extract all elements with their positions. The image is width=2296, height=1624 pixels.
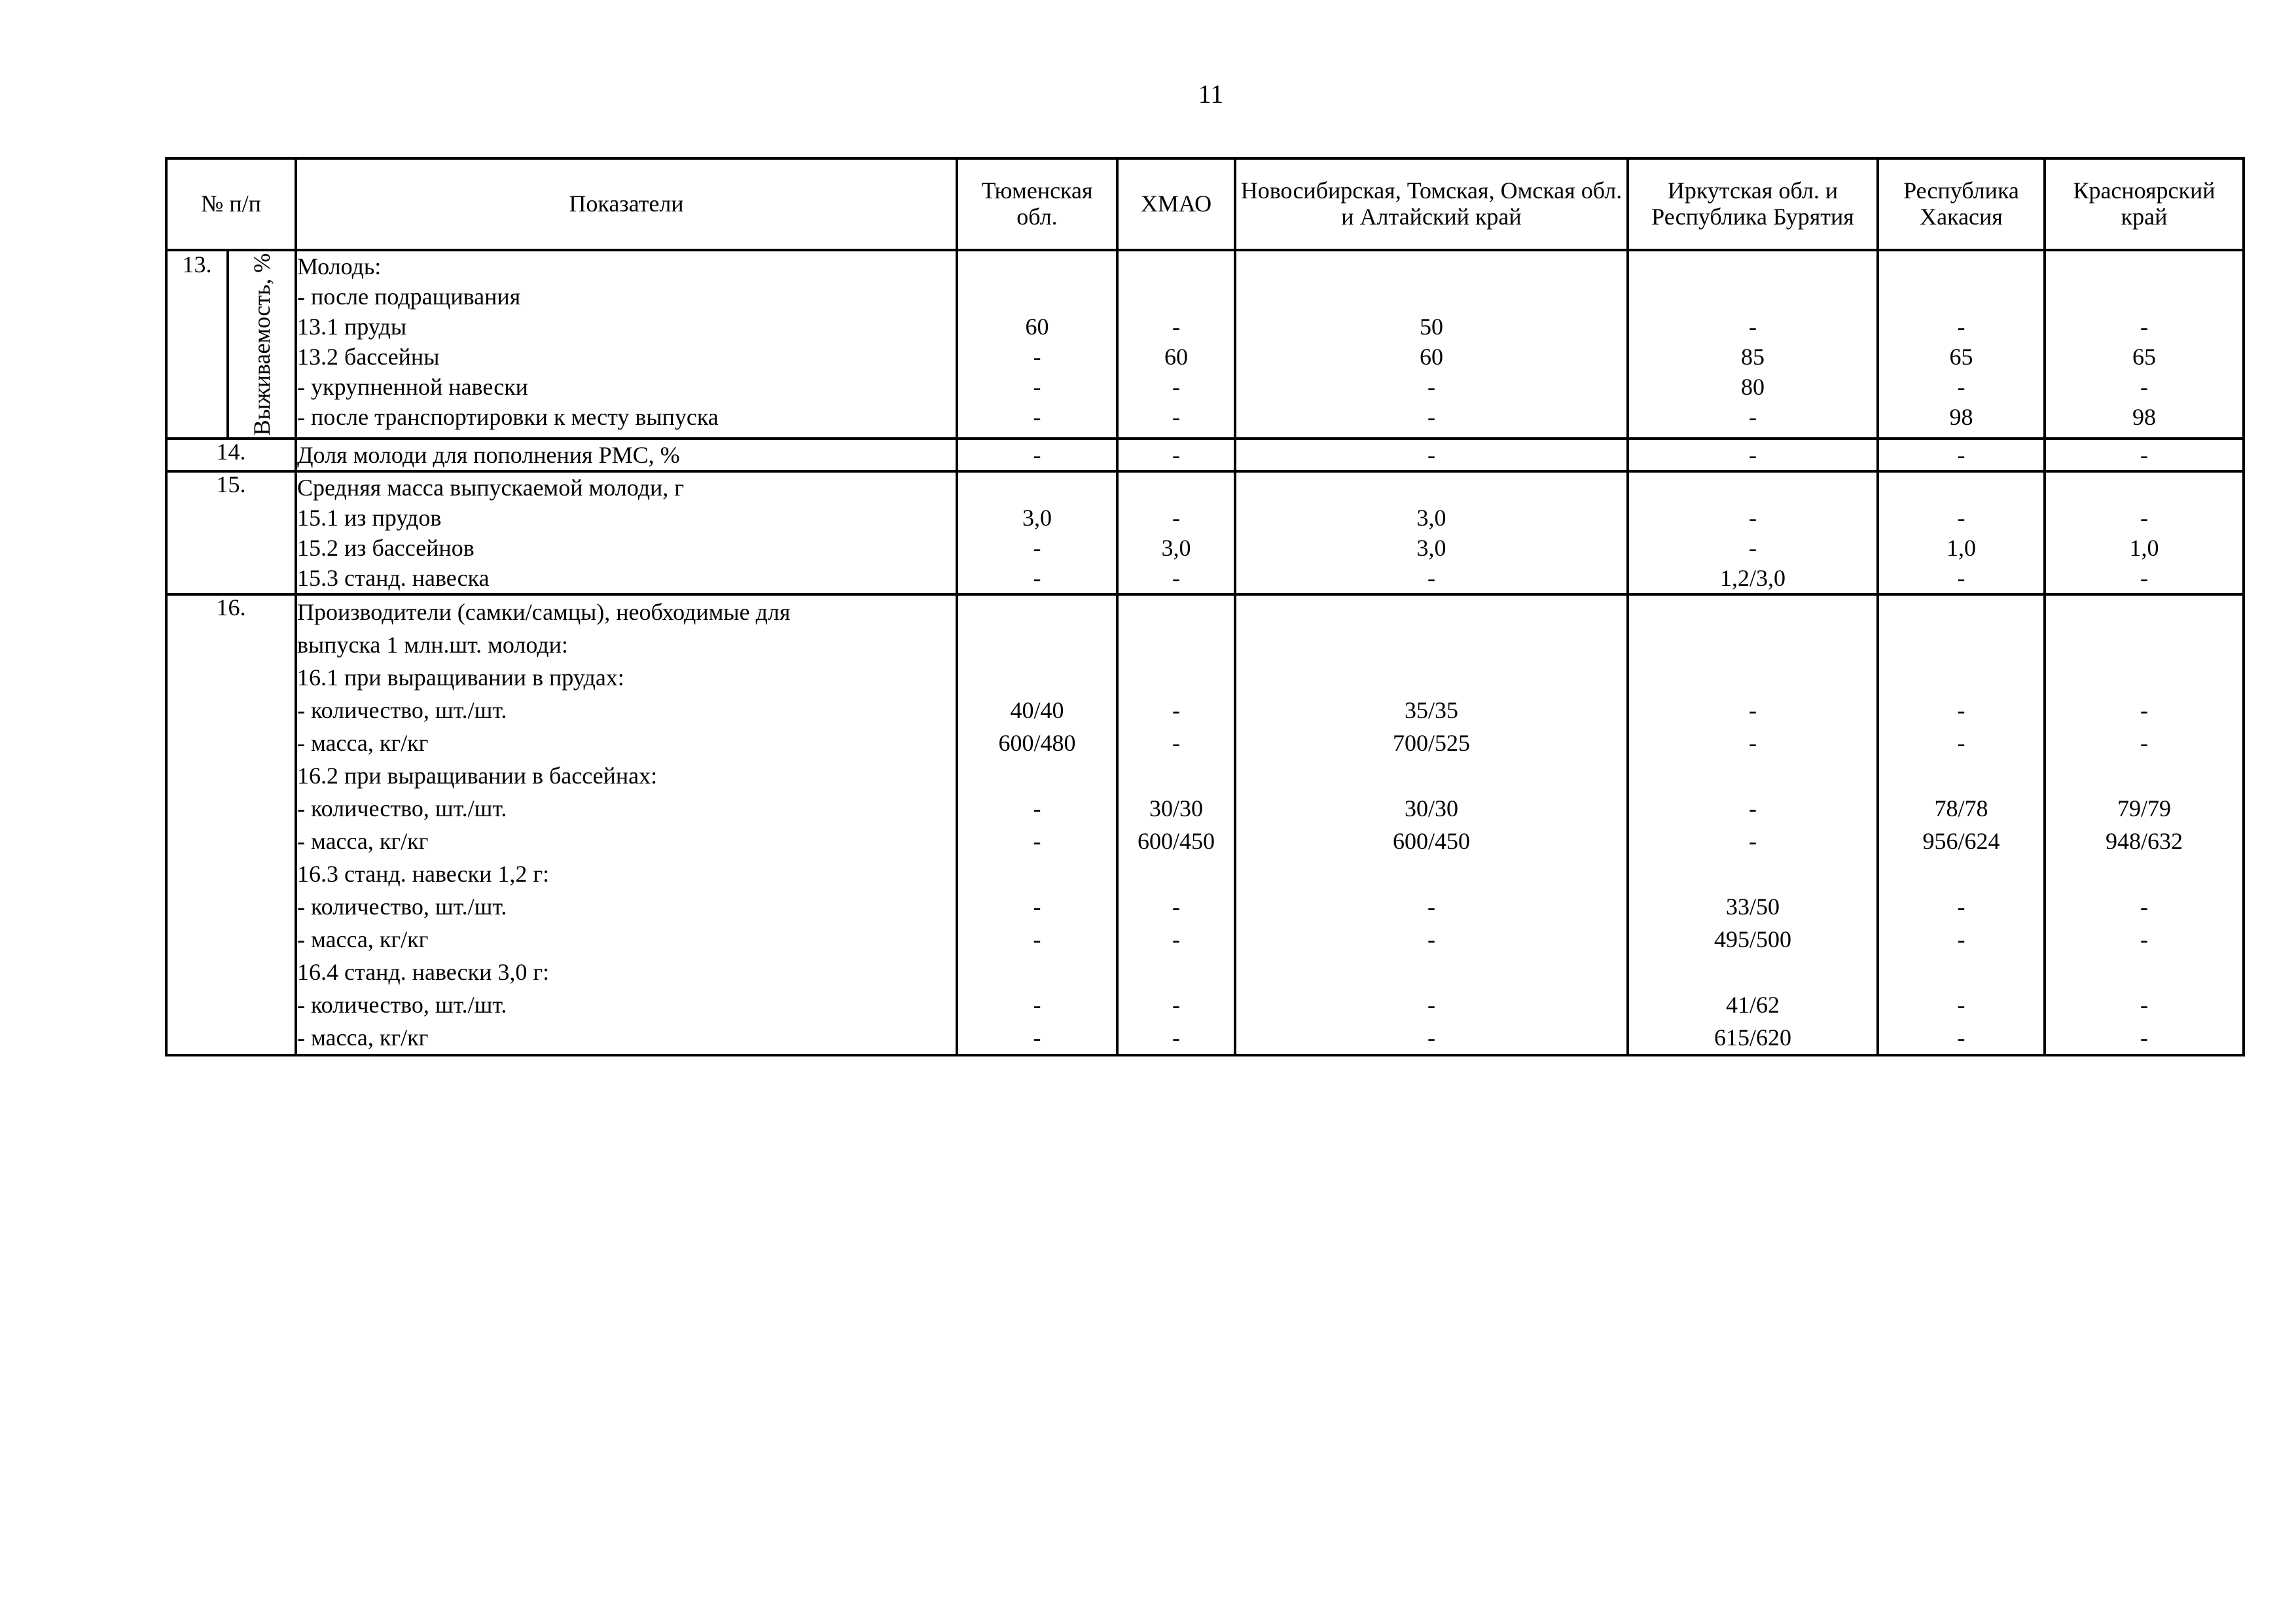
value-line: 600/480 bbox=[998, 730, 1076, 756]
row-13-side-label-box bbox=[226, 251, 295, 437]
header-tyumen: Тюменская обл. bbox=[957, 158, 1117, 250]
indicator-line: 15.3 станд. навеска bbox=[297, 565, 490, 591]
value-line: 40/40 bbox=[1010, 697, 1064, 723]
value-line: - bbox=[2140, 442, 2148, 468]
indicator-line: - масса, кг/кг bbox=[297, 828, 429, 854]
value-line: 79/79 bbox=[2117, 795, 2171, 821]
row-13-num-cell bbox=[166, 250, 296, 439]
indicator-line: 16.3 станд. навески 1,2 г: bbox=[297, 861, 550, 887]
value-line: - bbox=[1172, 992, 1180, 1018]
value-line: - bbox=[1957, 730, 1965, 756]
value-line: - bbox=[1033, 404, 1041, 430]
row-15-labels bbox=[296, 471, 957, 594]
value-line bbox=[1629, 956, 1876, 988]
header-hmao: ХМАО bbox=[1117, 158, 1235, 250]
value-line bbox=[2046, 596, 2242, 628]
value-line bbox=[958, 281, 1116, 312]
value-line bbox=[1236, 628, 1626, 661]
indicator-line: - после транспортировки к месту выпуска bbox=[297, 404, 719, 430]
value-line: - bbox=[1172, 926, 1180, 952]
value-line bbox=[2046, 473, 2242, 503]
table-row-14 bbox=[166, 439, 2244, 471]
value-line bbox=[1629, 596, 1876, 628]
value-line bbox=[958, 251, 1116, 281]
value-line bbox=[1236, 857, 1626, 890]
value-line bbox=[1119, 251, 1234, 281]
value-line: - bbox=[1033, 442, 1041, 468]
header-krasnoyarsk: Красноярский край bbox=[2045, 158, 2244, 250]
value-line: - bbox=[1033, 992, 1041, 1018]
row-16-hmao bbox=[1117, 594, 1235, 1055]
value-line: - bbox=[1749, 505, 1757, 531]
value-line: - bbox=[1172, 314, 1180, 340]
page-number: 11 bbox=[1198, 79, 1224, 109]
value-line: - bbox=[2140, 374, 2148, 400]
value-line: - bbox=[1427, 404, 1435, 430]
value-line bbox=[1119, 628, 1234, 661]
row-14-novosib bbox=[1235, 439, 1628, 471]
row-13-krasnoyarsk bbox=[2045, 250, 2244, 439]
value-line: - bbox=[1172, 374, 1180, 400]
value-line: - bbox=[1957, 505, 1965, 531]
value-line: - bbox=[1749, 535, 1757, 561]
indicator-line: Молодь: bbox=[297, 253, 382, 280]
row-13-tyumen bbox=[957, 250, 1117, 439]
value-line: - bbox=[1427, 992, 1435, 1018]
indicator-line: Доля молоди для пополнения РМС, % bbox=[297, 442, 680, 468]
value-line: - bbox=[1427, 893, 1435, 920]
value-line: 60 bbox=[1025, 314, 1049, 340]
indicator-line: - масса, кг/кг bbox=[297, 926, 429, 952]
header-khakasia: Республика Хакасия bbox=[1878, 158, 2045, 250]
row-14-tyumen bbox=[957, 439, 1117, 471]
value-line bbox=[1879, 281, 2043, 312]
value-line bbox=[1119, 596, 1234, 628]
row-14-hmao bbox=[1117, 439, 1235, 471]
row-16-krasnoyarsk bbox=[2045, 594, 2244, 1055]
value-line: - bbox=[1172, 697, 1180, 723]
value-line: 65 bbox=[2132, 344, 2156, 370]
value-line: - bbox=[1749, 795, 1757, 821]
value-line: - bbox=[1957, 697, 1965, 723]
value-line: - bbox=[1749, 442, 1757, 468]
value-line bbox=[1119, 473, 1234, 503]
value-line: 1,0 bbox=[2129, 535, 2159, 561]
value-line: - bbox=[1172, 565, 1180, 591]
value-line: 98 bbox=[1949, 404, 1973, 430]
value-line bbox=[958, 628, 1116, 661]
value-line bbox=[958, 473, 1116, 503]
value-line: - bbox=[1427, 1024, 1435, 1051]
value-line: - bbox=[1957, 1024, 1965, 1051]
header-novosib: Новосибирская, Томская, Омская обл. и Алтайский край bbox=[1235, 158, 1628, 250]
value-line bbox=[1879, 596, 2043, 628]
value-line: 1,0 bbox=[1946, 535, 1976, 561]
value-line: - bbox=[1957, 442, 1965, 468]
row-13-num: 13. bbox=[182, 251, 212, 278]
value-line bbox=[1629, 857, 1876, 890]
value-line: - bbox=[1033, 344, 1041, 370]
value-line: 1,2/3,0 bbox=[1719, 565, 1785, 591]
value-line: - bbox=[2140, 697, 2148, 723]
value-line bbox=[1629, 473, 1876, 503]
value-line bbox=[1236, 251, 1626, 281]
table-row-16 bbox=[166, 594, 2244, 1055]
value-line bbox=[958, 956, 1116, 988]
value-line: 30/30 bbox=[1149, 795, 1203, 821]
value-line: 3,0 bbox=[1416, 505, 1446, 531]
value-line: 85 bbox=[1741, 344, 1765, 370]
value-line bbox=[1119, 281, 1234, 312]
value-line: 41/62 bbox=[1725, 992, 1780, 1018]
header-row bbox=[166, 158, 2244, 250]
value-line: - bbox=[1033, 565, 1041, 591]
indicator-line: 15.2 из бассейнов bbox=[297, 535, 475, 561]
indicator-line: - количество, шт./шт. bbox=[297, 893, 507, 920]
value-line: 3,0 bbox=[1416, 535, 1446, 561]
indicator-line: - укрупненной навески bbox=[297, 374, 528, 400]
value-line: 60 bbox=[1164, 344, 1188, 370]
row-14-khakasia bbox=[1878, 439, 2045, 471]
row-14-num: 14. bbox=[166, 439, 296, 471]
value-line: - bbox=[1957, 374, 1965, 400]
value-line bbox=[1236, 596, 1626, 628]
value-line bbox=[958, 857, 1116, 890]
indicator-line: 13.1 пруды bbox=[297, 314, 407, 340]
row-13-khakasia bbox=[1878, 250, 2045, 439]
row-14-labels bbox=[296, 439, 957, 471]
value-line: 98 bbox=[2132, 404, 2156, 430]
value-line: - bbox=[1033, 535, 1041, 561]
value-line bbox=[1879, 759, 2043, 792]
value-line bbox=[1236, 661, 1626, 694]
value-line bbox=[1879, 251, 2043, 281]
value-line: - bbox=[1749, 404, 1757, 430]
value-line: 495/500 bbox=[1713, 926, 1791, 952]
value-line bbox=[1119, 759, 1234, 792]
value-line bbox=[1629, 759, 1876, 792]
value-line: 78/78 bbox=[1934, 795, 1988, 821]
value-line: - bbox=[1033, 795, 1041, 821]
row-16-khakasia bbox=[1878, 594, 2045, 1055]
row-14-irkutsk bbox=[1628, 439, 1878, 471]
value-line: - bbox=[1172, 505, 1180, 531]
value-line: - bbox=[2140, 505, 2148, 531]
value-line: - bbox=[2140, 730, 2148, 756]
value-line: - bbox=[1033, 828, 1041, 854]
value-line: - bbox=[1957, 314, 1965, 340]
header-num: № п/п bbox=[166, 158, 296, 250]
table-row-15 bbox=[166, 471, 2244, 594]
value-line bbox=[1629, 661, 1876, 694]
indicator-line: Средняя масса выпускаемой молоди, г bbox=[297, 475, 685, 501]
row-15-tyumen bbox=[957, 471, 1117, 594]
value-line bbox=[2046, 857, 2242, 890]
value-line: - bbox=[1957, 992, 1965, 1018]
indicator-line: выпуска 1 млн.шт. молоди: bbox=[297, 632, 568, 658]
indicator-line: - после подращивания bbox=[297, 283, 521, 310]
row-16-irkutsk bbox=[1628, 594, 1878, 1055]
value-line: - bbox=[1033, 1024, 1041, 1051]
value-line bbox=[958, 661, 1116, 694]
value-line bbox=[1629, 281, 1876, 312]
value-line: - bbox=[1749, 828, 1757, 854]
row-13-labels bbox=[296, 250, 957, 439]
value-line bbox=[1119, 956, 1234, 988]
value-line: 956/624 bbox=[1922, 828, 2000, 854]
value-line: - bbox=[2140, 314, 2148, 340]
indicator-line: 16.4 станд. навески 3,0 г: bbox=[297, 959, 550, 985]
value-line: - bbox=[2140, 1024, 2148, 1051]
value-line: 33/50 bbox=[1725, 893, 1780, 920]
value-line: 3,0 bbox=[1161, 535, 1191, 561]
value-line: 600/450 bbox=[1392, 828, 1470, 854]
row-15-krasnoyarsk bbox=[2045, 471, 2244, 594]
header-indicator: Показатели bbox=[296, 158, 957, 250]
value-line: - bbox=[2140, 992, 2148, 1018]
row-15-khakasia bbox=[1878, 471, 2045, 594]
value-line bbox=[1236, 956, 1626, 988]
value-line: 65 bbox=[1949, 344, 1973, 370]
value-line bbox=[1236, 473, 1626, 503]
table-row-13 bbox=[166, 250, 2244, 439]
value-line: 3,0 bbox=[1022, 505, 1052, 531]
row-15-hmao bbox=[1117, 471, 1235, 594]
row-13-side-label: Выживаемость, % bbox=[249, 253, 275, 436]
indicator-line: 15.1 из прудов bbox=[297, 505, 442, 531]
value-line: - bbox=[1172, 442, 1180, 468]
value-line: - bbox=[1957, 926, 1965, 952]
value-line: - bbox=[1749, 697, 1757, 723]
value-line bbox=[1119, 857, 1234, 890]
row-16-labels bbox=[296, 594, 957, 1055]
value-line bbox=[1879, 857, 2043, 890]
value-line: 615/620 bbox=[1713, 1024, 1791, 1051]
value-line: - bbox=[1033, 926, 1041, 952]
row-15-irkutsk bbox=[1628, 471, 1878, 594]
value-line bbox=[1879, 661, 2043, 694]
value-line: - bbox=[1749, 314, 1757, 340]
row-15-novosib bbox=[1235, 471, 1628, 594]
value-line: - bbox=[1749, 730, 1757, 756]
indicator-line: - масса, кг/кг bbox=[297, 730, 429, 756]
row-16-num: 16. bbox=[166, 594, 296, 1055]
value-line bbox=[1236, 759, 1626, 792]
indicator-line: 16.2 при выращивании в бассейнах: bbox=[297, 763, 658, 789]
value-line: - bbox=[1427, 442, 1435, 468]
row-14-krasnoyarsk bbox=[2045, 439, 2244, 471]
value-line: - bbox=[1172, 730, 1180, 756]
value-line bbox=[1879, 956, 2043, 988]
value-line: 600/450 bbox=[1137, 828, 1215, 854]
value-line bbox=[1879, 473, 2043, 503]
value-line: - bbox=[1427, 374, 1435, 400]
indicator-line: - количество, шт./шт. bbox=[297, 697, 507, 723]
value-line: - bbox=[1172, 404, 1180, 430]
row-15-num: 15. bbox=[166, 471, 296, 594]
value-line: - bbox=[1033, 893, 1041, 920]
indicator-line: - количество, шт./шт. bbox=[297, 992, 507, 1018]
value-line bbox=[958, 596, 1116, 628]
value-line bbox=[1119, 661, 1234, 694]
value-line: - bbox=[1427, 565, 1435, 591]
value-line bbox=[2046, 759, 2242, 792]
value-line: - bbox=[2140, 565, 2148, 591]
value-line: - bbox=[1957, 565, 1965, 591]
indicator-line: 16.1 при выращивании в прудах: bbox=[297, 664, 624, 691]
value-line: - bbox=[1427, 926, 1435, 952]
row-13-hmao bbox=[1117, 250, 1235, 439]
value-line: 50 bbox=[1420, 314, 1443, 340]
value-line bbox=[1879, 628, 2043, 661]
indicators-table bbox=[165, 157, 2245, 1056]
indicator-line: 13.2 бассейны bbox=[297, 344, 440, 370]
value-line: 35/35 bbox=[1404, 697, 1458, 723]
value-line: - bbox=[2140, 893, 2148, 920]
row-16-tyumen bbox=[957, 594, 1117, 1055]
indicator-line: Производители (самки/самцы), необходимые для bbox=[297, 599, 791, 625]
value-line: 948/632 bbox=[2105, 828, 2183, 854]
indicator-line: - количество, шт./шт. bbox=[297, 795, 507, 821]
value-line: - bbox=[2140, 926, 2148, 952]
value-line: 700/525 bbox=[1392, 730, 1470, 756]
value-line: - bbox=[1172, 893, 1180, 920]
value-line bbox=[1236, 281, 1626, 312]
value-line: 60 bbox=[1420, 344, 1443, 370]
value-line bbox=[2046, 281, 2242, 312]
value-line: 80 bbox=[1741, 374, 1765, 400]
value-line bbox=[2046, 956, 2242, 988]
value-line bbox=[1629, 251, 1876, 281]
value-line bbox=[958, 759, 1116, 792]
value-line: 30/30 bbox=[1404, 795, 1458, 821]
value-line: - bbox=[1957, 893, 1965, 920]
value-line: - bbox=[1172, 1024, 1180, 1051]
indicator-line: - масса, кг/кг bbox=[297, 1024, 429, 1051]
value-line: - bbox=[1033, 374, 1041, 400]
value-line bbox=[1629, 628, 1876, 661]
row-13-novosib bbox=[1235, 250, 1628, 439]
value-line bbox=[2046, 251, 2242, 281]
row-13-irkutsk bbox=[1628, 250, 1878, 439]
header-irkutsk: Иркутская обл. и Республика Бурятия bbox=[1628, 158, 1878, 250]
value-line bbox=[2046, 628, 2242, 661]
row-16-novosib bbox=[1235, 594, 1628, 1055]
value-line bbox=[2046, 661, 2242, 694]
